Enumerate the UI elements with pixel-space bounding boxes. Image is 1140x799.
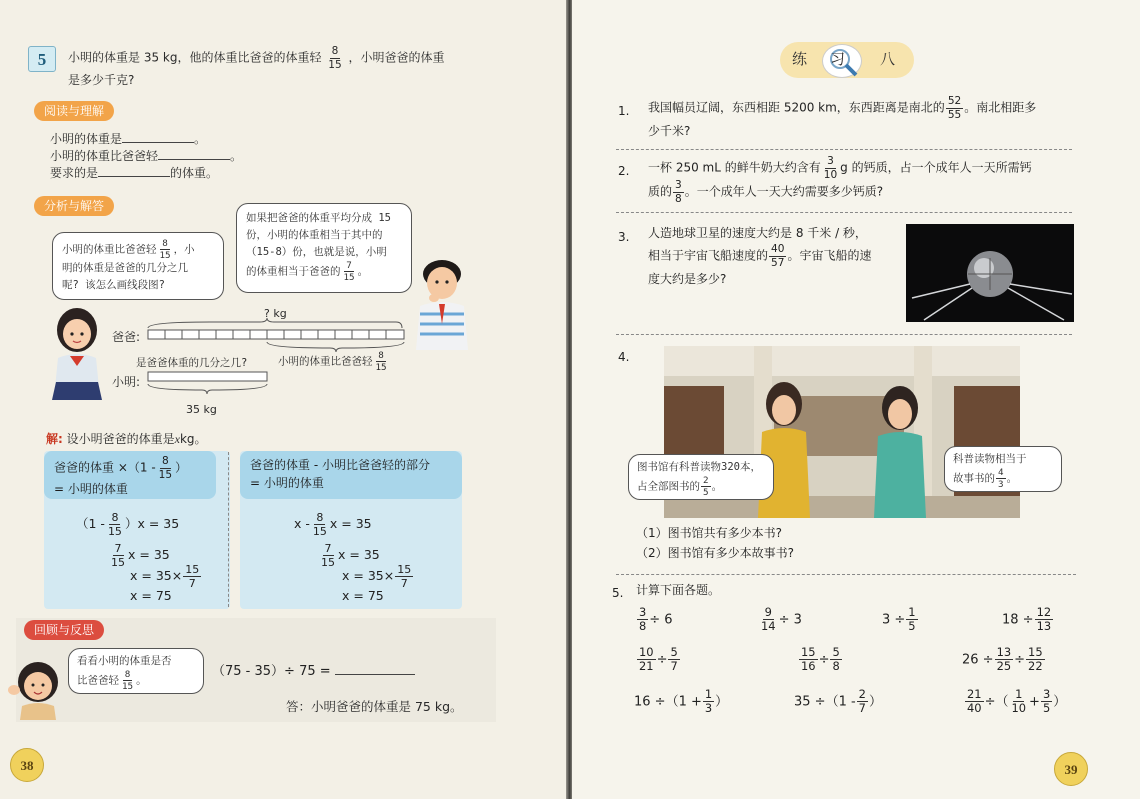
q5-title: 计算下面各题。 [636,583,721,597]
divider-4 [616,574,1076,575]
method-2-step-3: x = 35× $\frac{15}{7}$ [342,563,412,590]
method-1-heading: 爸爸的体重 ×（1 - $\frac{8}{15}$ ） = 小明的体重 [44,451,216,499]
analysis-label: 分析与解答 [34,196,114,216]
q2-text: 一杯 250 mL 的鲜牛奶大约含有 $\frac{3}{10}$ g 的钙质，占一个成年人一天所需钙 质的 $\frac{3}{8}$ 。一个成年人一天大约需要多少钙质? [648,155,1032,205]
method-2-heading: 爸爸的体重 - 小明比爸爸轻的部分 = 小明的体重 [240,451,462,499]
method-1-step-1: （1 - $\frac{8}{15}$ ）x = 35 [76,511,180,538]
calc-4: 18 ÷ $\frac{12}{13}$ [1002,605,1052,634]
exercise-title-char-2: 习 [830,50,846,68]
q4-number: 4. [618,350,630,364]
reading-line-1: 小明的体重是 。 [50,132,207,146]
divider-3 [616,334,1072,335]
page-number-right: 39 [1054,752,1088,786]
calc-8: 16 ÷（1 + $\frac{1}{3}$ ） [634,687,729,716]
solution-intro: 解: 设小明爸爸的体重是xkg。 [46,432,207,446]
satellite-photo [906,224,1074,322]
calc-1: $\frac{3}{8}$ ÷ 6 [639,605,673,634]
calc-2: $\frac{9}{14}$ ÷ 3 [761,605,802,634]
check-expression: （75 - 35）÷ 75 = [212,660,415,679]
reading-line-2: 小明的体重比爸爸轻 。 [50,149,243,163]
reading-label: 阅读与理解 [34,101,114,121]
exercise-title-char-3: 八 [880,50,896,68]
q4-sub-1: （1）图书馆共有多少本书? [636,526,783,540]
diagram-bottom-label: 35 kg [186,403,217,416]
girl-speech-bubble: 小明的体重比爸爸轻 $\frac{8}{15}$ ，小 明的体重是爸爸的几分之几 呢? 该怎么画线段图? [52,232,224,300]
boy-speech-bubble: 如果把爸爸的体重平均分成 15 份，小明的体重相当于其中的 （15-8）份，也就是说，小明 的体重相当于爸爸的 $\frac{7}{15}$ 。 [236,203,412,293]
left-page [0,0,568,799]
library-bubble-right: 科普读物相当于 故事书的 $\frac{4}{3}$ 。 [944,446,1062,492]
page-number-left: 38 [10,748,44,782]
q1-number: 1. [618,104,630,118]
review-speech-bubble: 看看小明的体重是否 比爸爸轻 $\frac{8}{15}$ 。 [68,648,204,694]
problem-text-line2: 是多少千克? [68,73,135,87]
girl-illustration [46,302,108,402]
library-bubble-left: 图书馆有科普读物320本， 占全部图书的 $\frac{2}{5}$ 。 [628,454,774,500]
calc-10: $\frac{21}{40}$ ÷（ $\frac{1}{10}$ + $\frac{3}{5}$ ） [967,687,1067,716]
method-1-step-4: x = 75 [130,588,172,603]
final-answer: 答：小明爸爸的体重是 75 kg。 [286,699,463,714]
boy-waving-illustration [6,650,66,720]
q4-sub-2: （2）图书馆有多少本故事书? [636,546,795,560]
problem-text-a: 小明的体重是 35 kg，他的体重比爸爸的体重轻 [68,50,322,65]
method-2-step-4: x = 75 [342,588,384,603]
review-label: 回顾与反思 [24,620,104,640]
boy-illustration [412,254,474,354]
q3-text: 人造地球卫星的速度大约是 8 千米 / 秒， 相当于宇宙飞船速度的 $\frac{40}{57}$ 。宇宙飞船的速 度大约是多少? [648,226,872,287]
q2-number: 2. [618,164,630,178]
method-2-step-1: x - $\frac{8}{15}$ x = 35 [294,511,372,538]
exercise-title-char-1: 练 [792,50,808,68]
problem-text-b: ，小明爸爸的体重 [348,50,445,65]
diagram-top-label: ? kg [264,307,287,320]
calc-5: $\frac{10}{21}$ ÷ $\frac{5}{7}$ [639,645,678,674]
reading-line-3: 要求的是 的体重。 [50,166,219,180]
diagram-xiaoming-label: 小明: [112,375,141,389]
right-page [572,0,1140,799]
calc-6: $\frac{15}{16}$ ÷ $\frac{5}{8}$ [801,645,840,674]
q5-number: 5. [612,586,624,600]
method-divider [228,452,229,607]
method-1-step-3: x = 35× $\frac{15}{7}$ [130,563,200,590]
q3-number: 3. [618,230,630,244]
calc-9: 35 ÷（1 - $\frac{2}{7}$ ） [794,687,882,716]
divider-1 [616,149,1072,150]
diagram-dad-label: 爸爸: [112,330,141,344]
diagram-lighter-label: 小明的体重比爸爸轻 $\frac{8}{15}$ [278,350,387,374]
problem-fraction: $\frac{8}{15}$ [328,45,342,71]
divider-2 [616,212,1072,213]
method-2-step-2: $\frac{7}{15}$ x = 35 [321,542,380,569]
q1-text: 我国幅员辽阔，东西相距 5200 km，东西距离是南北的 $\frac{52}{55}$ 。南北相距多 少千米? [648,95,1037,139]
problem-text-line1 [68,46,445,70]
method-1-step-2: $\frac{7}{15}$ x = 35 [111,542,170,569]
diagram-question-label: 是爸爸体重的几分之几? [136,357,248,369]
problem-number: 5 [28,46,56,72]
calc-3: 3 ÷ $\frac{1}{5}$ [882,605,916,634]
calc-7: 26 ÷ $\frac{13}{25}$ ÷ $\frac{15}{22}$ [962,645,1043,674]
